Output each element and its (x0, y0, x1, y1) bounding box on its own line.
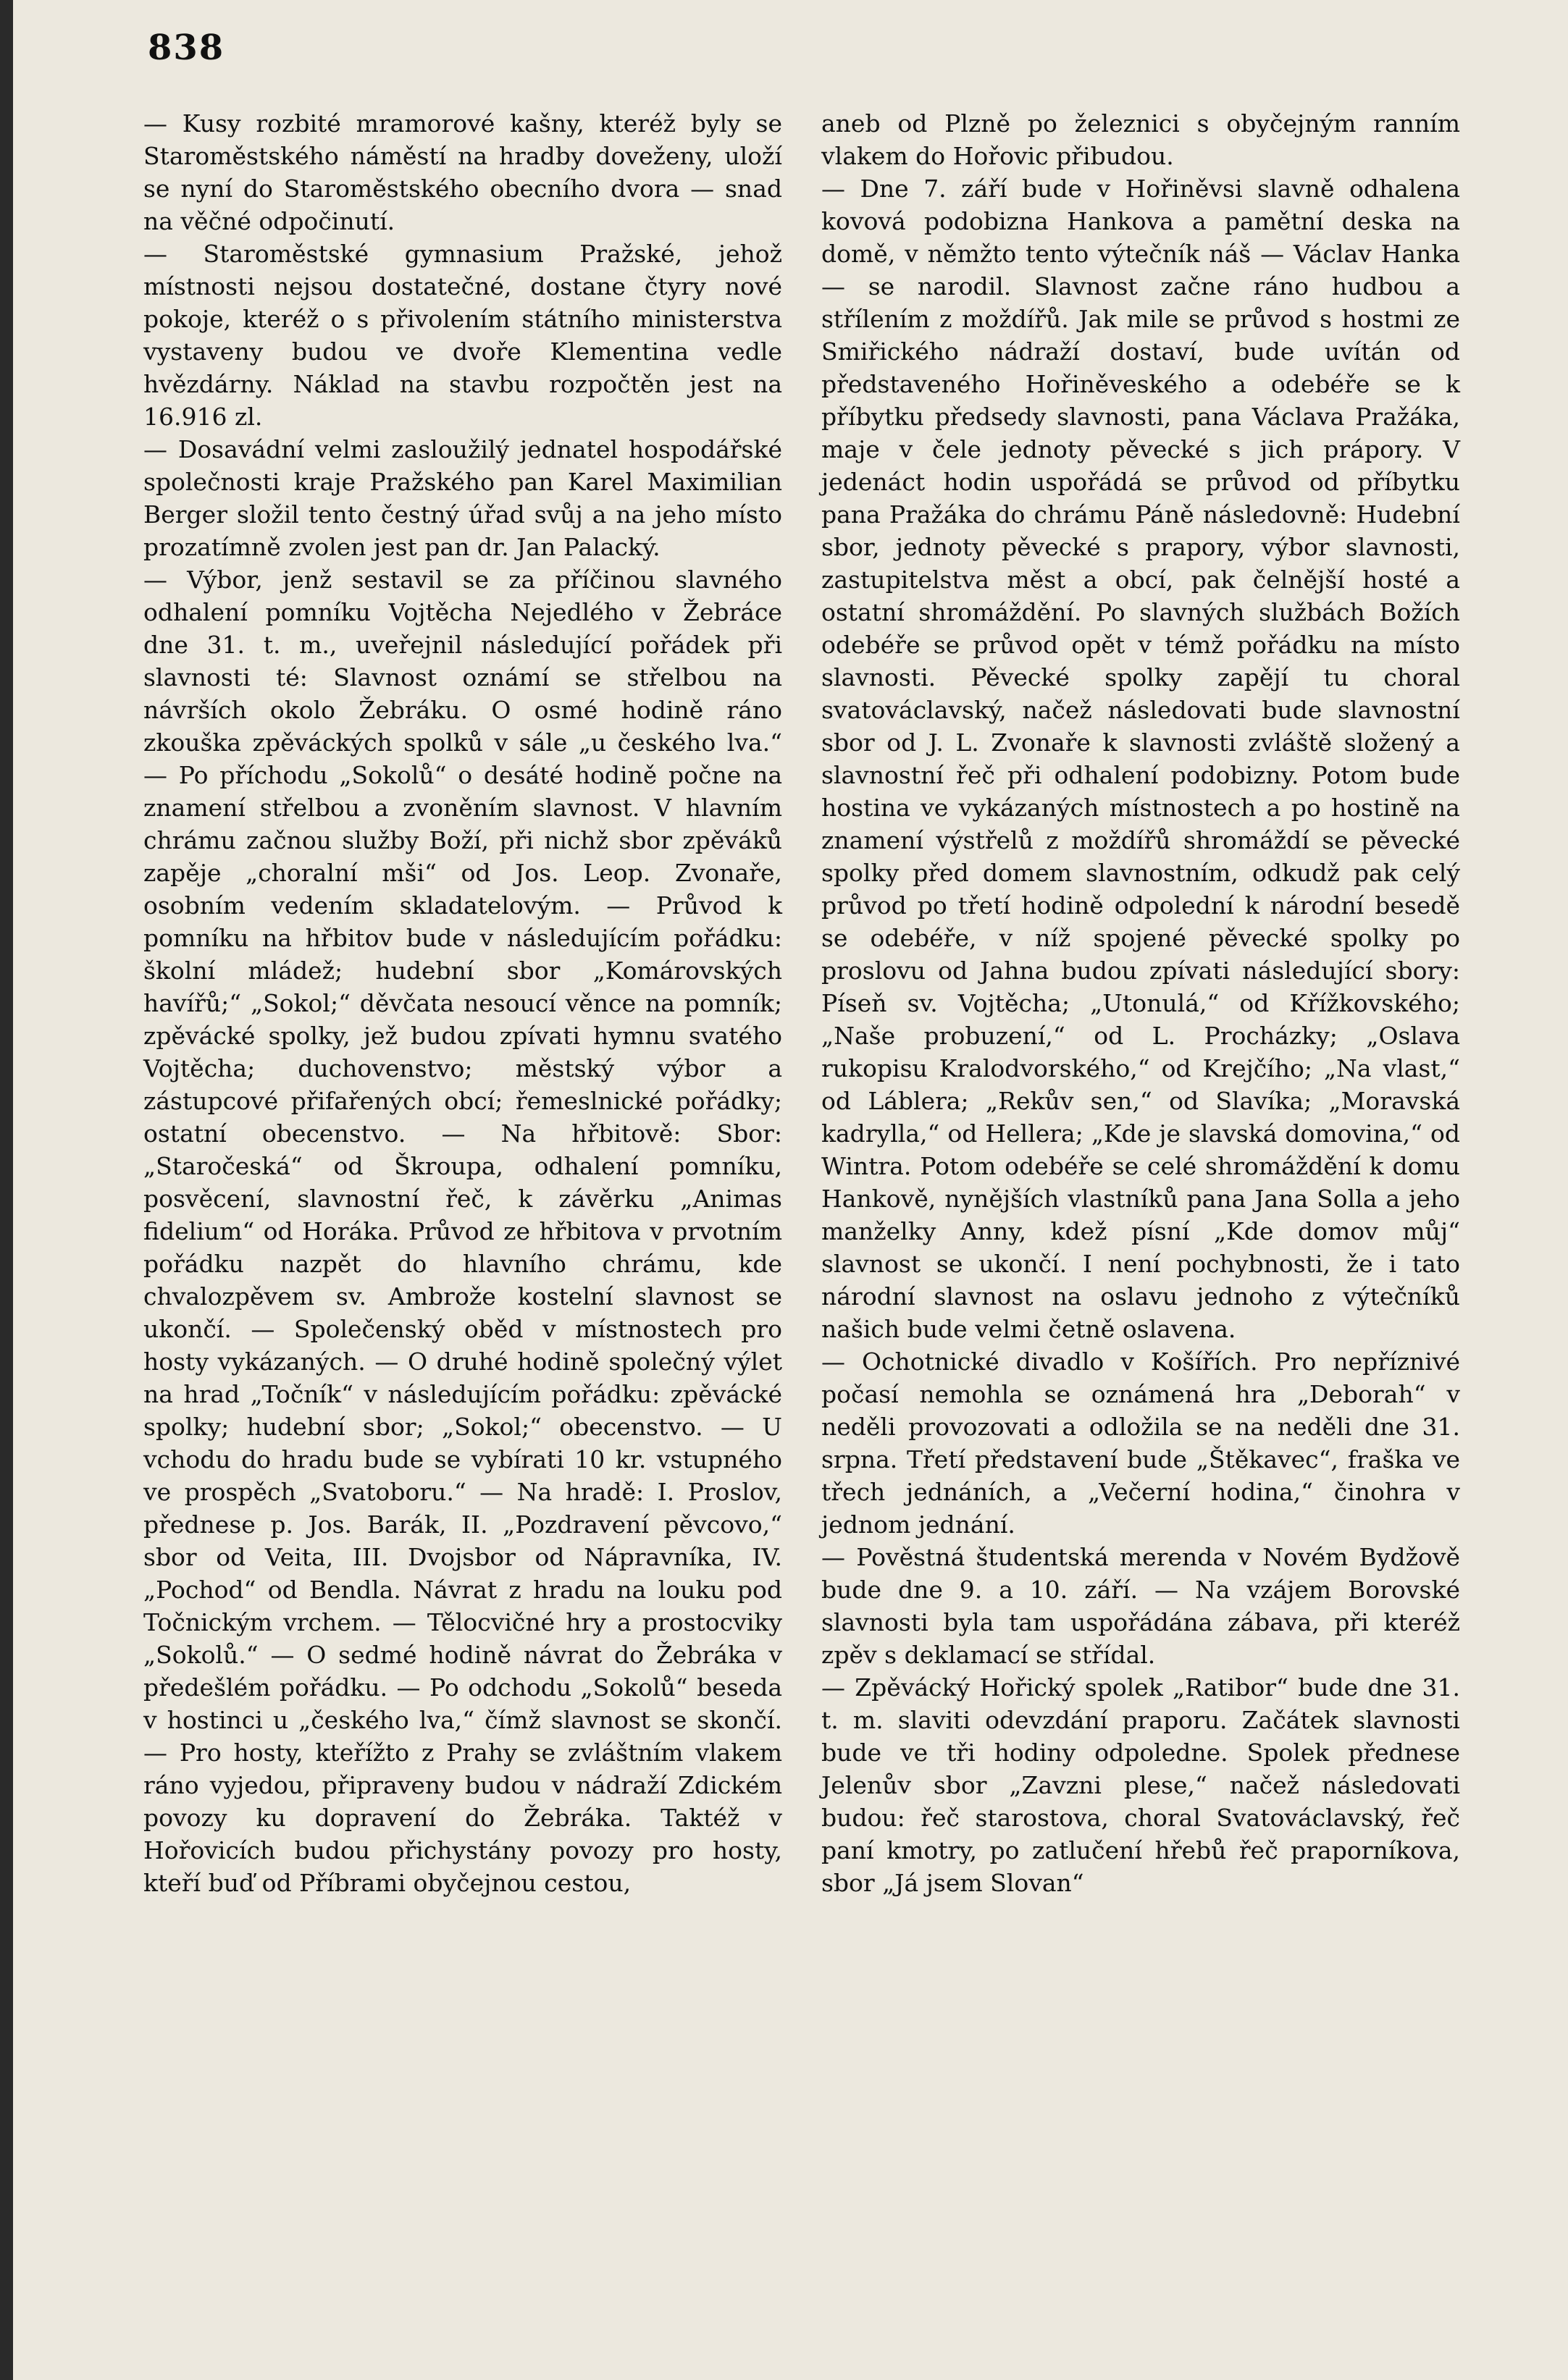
scan-left-edge (0, 0, 13, 2380)
article-paragraph: — Dne 7. září bude v Hořiněvsi slavně odhalena kovová podobizna Hankova a pamětní deska na domě, v němžto tento výtečník náš — Václav Hanka — se narodil. Slavnost začne ráno hudbou a střílením z moždířů. Jak mile se průvod s hostmi ze Smiřického nádraží dostaví, bude uvítán od představeného Hořiněveského a odebéře se k příbytku předsedy slavnosti, pana Václava Pražáka, maje v čele jednoty pěvecké s jich prápory. V jedenáct hodin uspořádá se průvod od příbytku pana Pražáka do chrámu Páně následovně: Hudební sbor, jednoty pěvecké s prapory, výbor slavnosti, zastupitelstva měst a obcí, pak čelnější hosté a ostatní shromáždění. Po slavných službách Božích odebéře se průvod opět v témž pořádku na místo slavnosti. Pěvecké spolky zapějí tu choral svatováclavský, načež následovati bude slavnostní sbor od J. L. Zvonaře k slavnosti zvláště složený a slavnostní řeč při odhalení podobizny. Potom bude hostina ve vykázaných místnostech a po hostině na znamení výstřelů z moždířů shromáždí se pěvecké spolky před domem slavnostním, odkudž pak celý průvod po třetí hodině odpolední k národní besedě se odebéře, v níž spojené pěvecké spolky po proslovu od Jahna budou zpívati následující sbory: Píseň sv. Vojtěcha; „Utonulá,“ od Křížkovského; „Naše probuzení,“ od L. Procházky; „Oslava rukopisu Kralodvorského,“ od Krejčího; „Na vlast,“ od Láblera; „Rekův sen,“ od Slavíka; „Moravská kadrylla,“ od Hellera; „Kde je slavská domovina,“ od Wintra. Potom odebéře se celé shromáždění k domu Hankově, nynějších vlastníků pana Jana Solla a jeho manželky Anny, kdež písní „Kde domov můj“ slavnost se ukončí. I není pochybnosti, že i tato národní slavnost na oslavu jednoho z výtečníků našich bude velmi četně oslavena. (821, 174, 1460, 1343)
article-paragraph: — Ochotnické divadlo v Košířích. Pro nepříznivé počasí nemohla se oznámená hra „Deborah“ v neděli provozovati a odložila se na neděli dne 31. srpna. Třetí představení bude „Štěkavec“, fraška ve třech jednáních, a „Večerní hodina,“ činohra v jednom jednání. (821, 1347, 1460, 1539)
article-paragraph: — Zpěvácký Hořický spolek „Ratibor“ bude dne 31. t. m. slaviti odevzdání praporu. Začátek slavnosti bude ve tři hodiny odpoledne. Spolek přednese Jelenův sbor „Zavzni plese,“ načež následovati budou: řeč starostova, choral Svatováclavský, řeč paní kmotry, po zatlučení hřebů řeč praporníkova, sbor „Já jsem Slovan“ (821, 1673, 1460, 1897)
article-paragraph: — Výbor, jenž sestavil se za příčinou slavného odhalení pomníku Vojtěcha Nejedlého v Žebráce dne 31. t. m., uveřejnil následující pořádek při slavnosti té: Slavnost oznámí se střelbou na návrších okolo Žebráku. O osmé hodině ráno zkouška zpěváckých spolků v sále „u českého lva.“ — Po příchodu „Sokolů“ o desáté hodině počne na znamení střelbou a zvoněním slavnost. V hlavním chrámu začnou služby Boží, při nichž sbor zpěváků zapěje „choralní mši“ od Jos. Leop. Zvonaře, osobním vedením skladatelovým. — Průvod k pomníku na hřbitov bude v následujícím pořádku: školní mládež; hudební sbor „Komárovských havířů;“ „Sokol;“ děvčata nesoucí věnce na pomník; zpěvácké spolky, jež budou zpívati hymnu svatého Vojtěcha; duchovenstvo; městský výbor a zástupcové přifařených obcí; řemeslnické pořádky; ostatní obecenstvo. — Na hřbitově: Sbor: „Staročeská“ od Škroupa, odhalení pomníku, posvěcení, slavnostní řeč, k závěrku „Animas fidelium“ od Horáka. Průvod ze hřbitova v prvotním pořádku nazpět do hlavního chrámu, kde chvalozpěvem sv. Ambrože kostelní slavnost se ukončí. — Společenský oběd v místnostech pro hosty vykázaných. — O druhé hodině společný výlet na hrad „Točník“ v následujícím pořádku: zpěvácké spolky; hudební sbor; „Sokol;“ obecenstvo. — U vchodu do hradu bude se vybírati 10 kr. vstupného ve prospěch „Svatoboru.“ — Na hradě: I. Proslov, přednese p. Jos. Barák, II. „Pozdravení pěvcovo,“ sbor od Veita, III. Dvojsbor od Nápravníka, IV. „Pochod“ od Bendla. Návrat z hradu na louku pod Točnickým vrchem. — Tělocvičné hry a prostocviky „Sokolů.“ — O sedmé hodině návrat do Žebráka v předešlém pořádku. — Po odchodu „Sokolů“ beseda v hostinci u „českého lva,“ čímž slavnost se skončí. — Pro hosty, kteřížto z Prahy se zvláštním vlakem ráno vyjedou, připraveny budou v nádraží Zdickém povozy ku dopravení do Žebráka. Taktéž v Hořovicích budou přichystány povozy pro hosty, kteří buď od Příbrami obyčejnou cestou, (143, 565, 782, 1897)
article-paragraph: — Pověstná študentská merenda v Novém Bydžově bude dne 9. a 10. září. — Na vzájem Borovské slavnosti byla tam uspořádána zábava, při kteréž zpěv s deklamací se střídal. (821, 1543, 1460, 1669)
article-paragraph: — Dosavádní velmi zasloužilý jednatel hospodářské společnosti kraje Pražského pan Karel Maximilian Berger složil tento čestný úřad svůj a na jeho místo prozatímně zvolen jest pan dr. Jan Palacký. (143, 435, 782, 561)
page-number: 838 (148, 28, 225, 68)
article-paragraph: — Kusy rozbité mramorové kašny, kteréž byly se Staroměstského náměstí na hradby doveženy, uloží se nyní do Staroměstského obecního dvora — snad na věčné odpočinutí. (143, 109, 782, 235)
left-column (143, 107, 782, 1899)
article-paragraph: aneb od Plzně po železnici s obyčejným ranním vlakem do Hořovic přibudou. (821, 109, 1460, 170)
article-paragraph: — Staroměstské gymnasium Pražské, jehož místnosti nejsou dostatečné, dostane čtyry nové pokoje, kteréž o s přivolením státního ministerstva vystaveny budou ve dvoře Klementina vedle hvězdárny. Náklad na stavbu rozpočtěn jest na 16.916 zl. (143, 240, 782, 431)
right-column (821, 107, 1460, 1899)
